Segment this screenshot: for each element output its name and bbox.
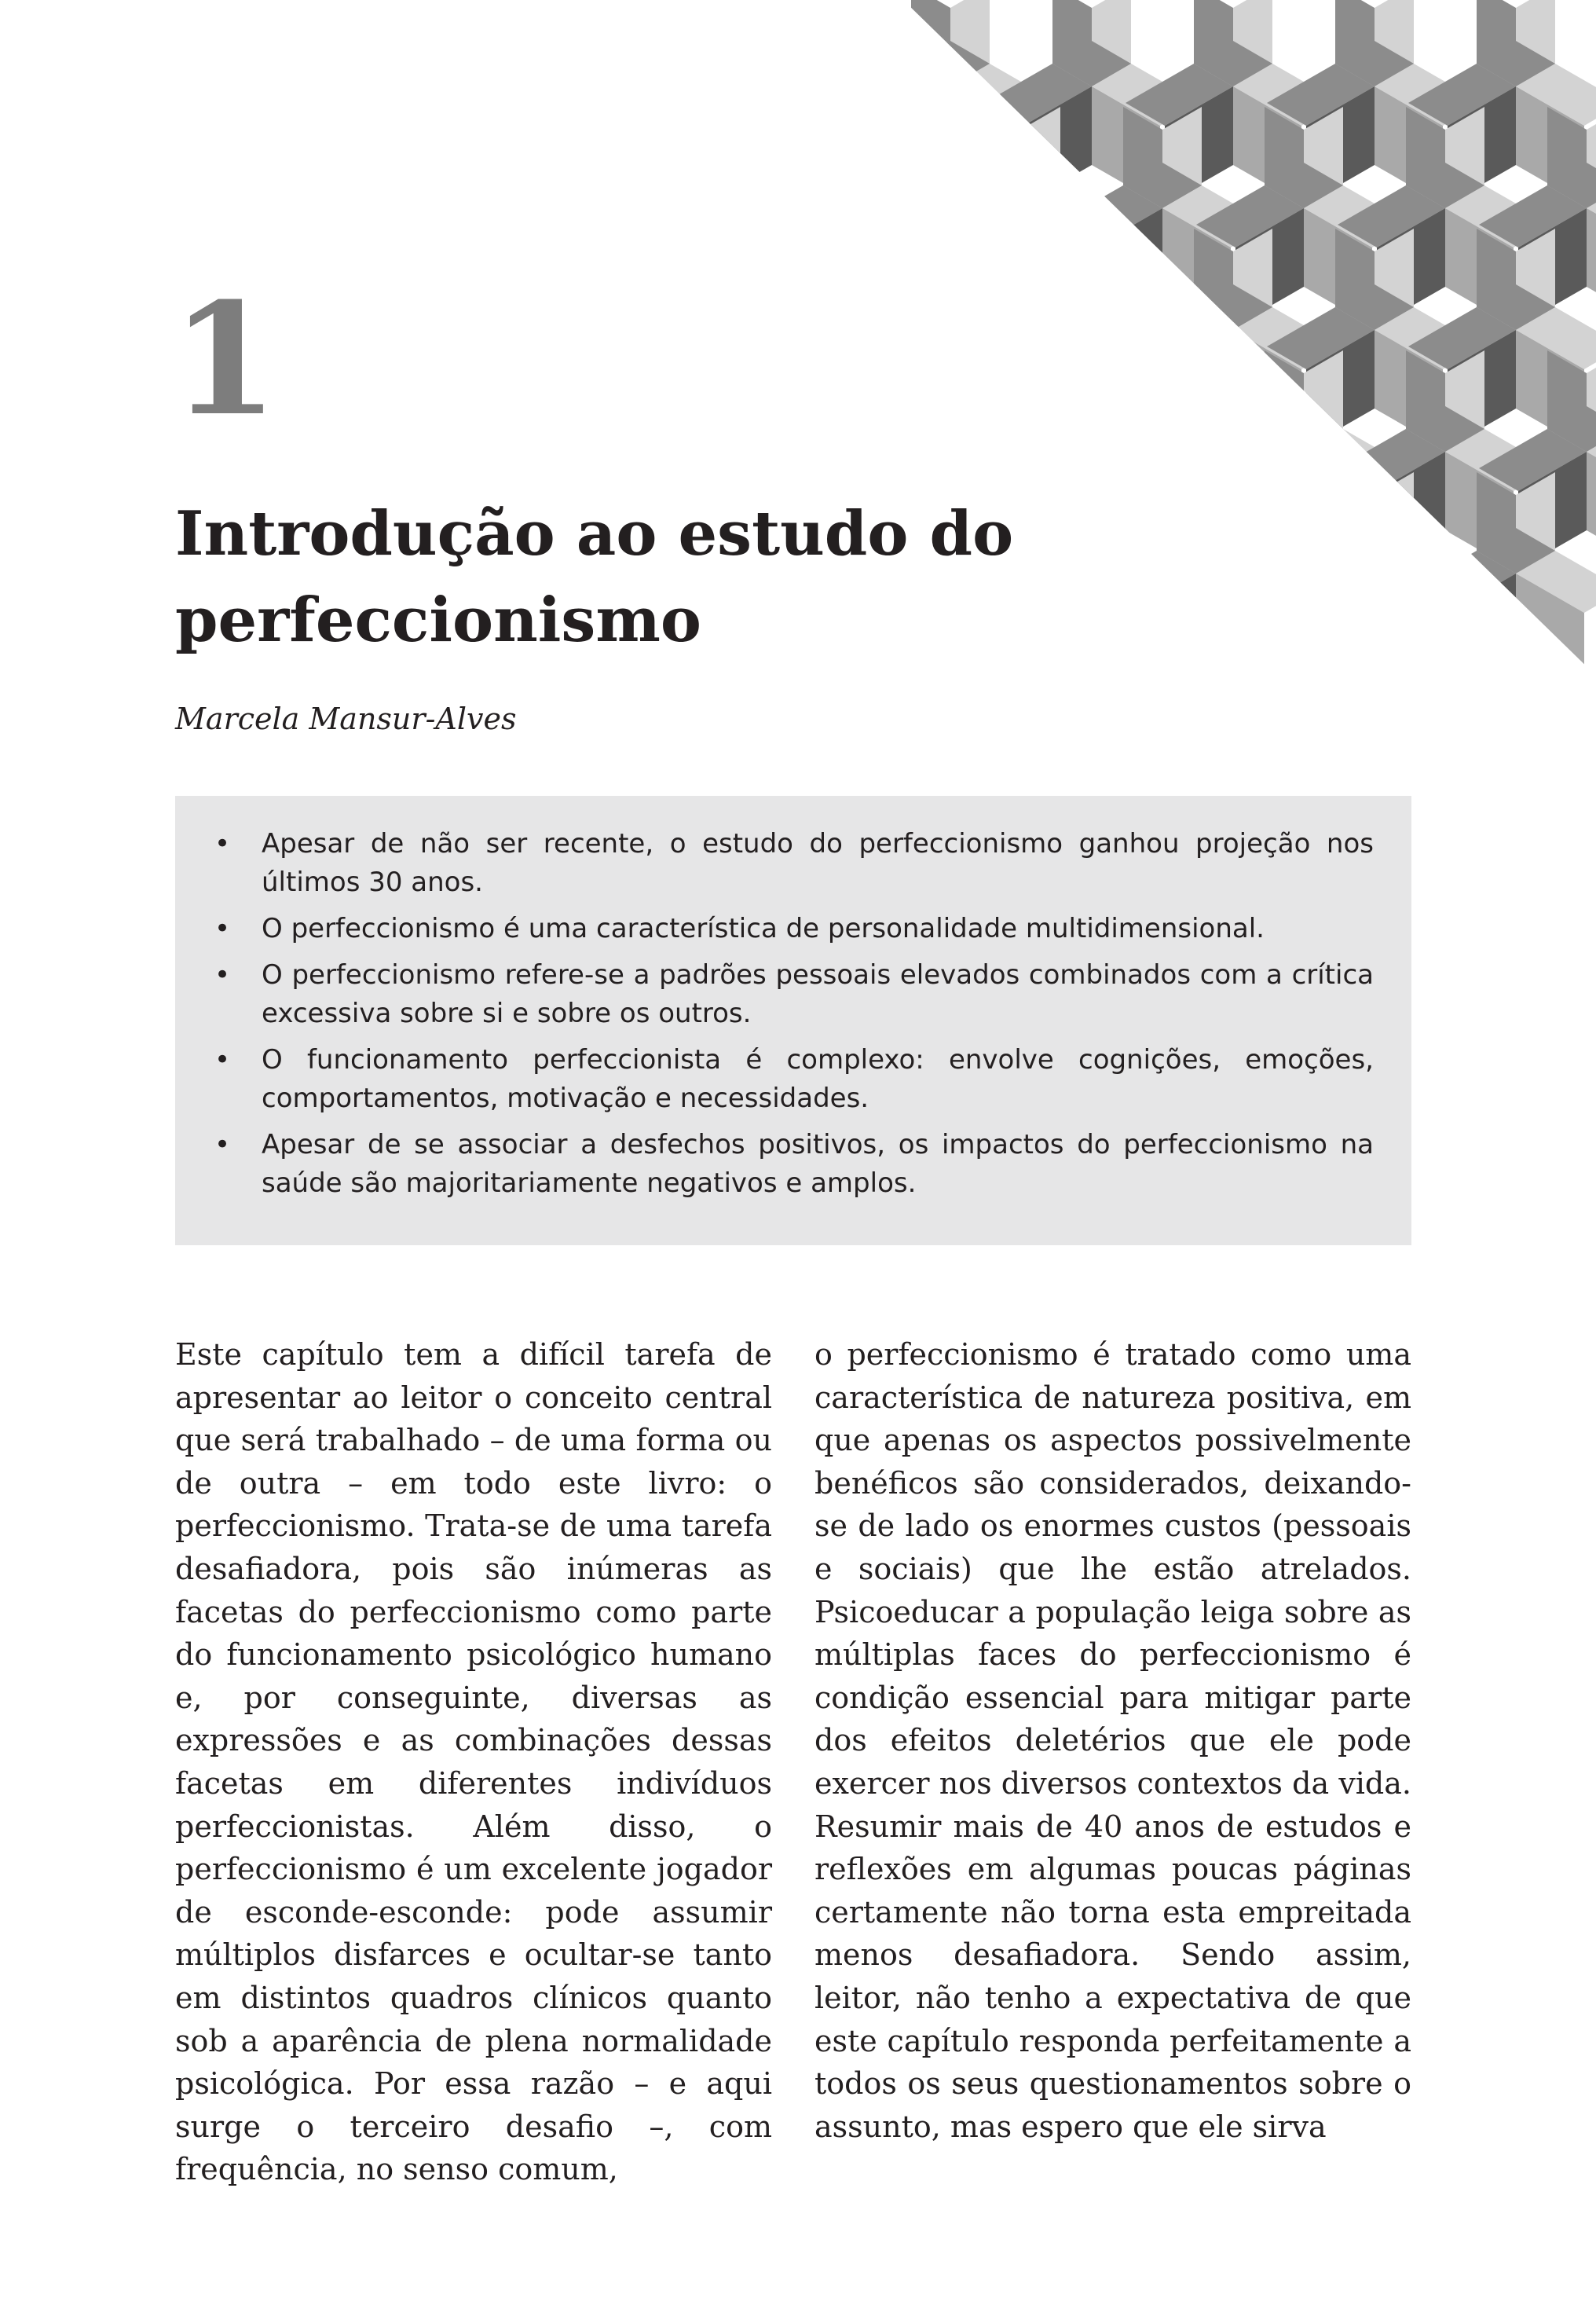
summary-item-text: O perfeccionismo refere-se a padrões pessoais elevados combinados com a crítica excessiva sobre si e sobre os outros. <box>262 959 1374 1029</box>
chapter-summary-box <box>175 796 1411 1245</box>
summary-item <box>214 825 1374 902</box>
chapter-author: Marcela Mansur-Alves <box>175 702 517 736</box>
bullet-icon: • <box>214 1044 231 1076</box>
body-paragraph: o perfeccionismo é tratado como uma característica de natureza positiva, em que apenas os aspectos possivelmente benéficos são considerados, deixando-se de lado os enormes custos (pessoais e sociais) que lhe estão atrelados. Psicoeducar a população leiga sobre as múltiplas faces do perfeccionismo é condição essencial para mitigar parte dos efeitos deletérios que ele pode exercer nos diversos contextos da vida. Resumir mais de 40 anos de estudos e reflexões em algumas poucas páginas certamente não torna esta empreitada menos desafiadora. Sendo assim, leitor, não tenho a expectativa de que este capítulo responda perfeitamente a todos os seus questionamentos sobre o assunto, mas espero que ele sirva <box>814 1337 1411 2144</box>
bullet-icon: • <box>214 828 231 859</box>
body-paragraph: Este capítulo tem a difícil tarefa de apresentar ao leitor o conceito central que será trabalhado – de uma forma ou de outra – em todo este livro: o perfeccionismo. Trata-se de uma tarefa desafiadora, pois são inúmeras as facetas do perfeccionismo como parte do funcionamento psicológico humano e, por conseguinte, diversas as expressões e as combinações dessas facetas em diferentes indivíduos perfeccionistas. Além disso, o perfeccionismo é um excelente jogador de esconde-esconde: pode assumir múltiplos disfarces e ocultar-se tanto em distintos quadros clínicos quanto sob a aparência de plena normalidade psicológica. Por essa razão – e aqui surge o terceiro desafio –, com frequência, no senso comum, <box>175 1337 772 2187</box>
body-column-left <box>175 1333 772 2191</box>
summary-item <box>214 956 1374 1033</box>
summary-item <box>214 1126 1374 1203</box>
summary-item <box>214 910 1374 948</box>
summary-item-text: Apesar de não ser recente, o estudo do perfeccionismo ganhou projeção nos últimos 30 anos. <box>262 828 1374 898</box>
summary-item-text: O perfeccionismo é uma característica de personalidade multidimensional. <box>262 913 1265 944</box>
summary-item-text: Apesar de se associar a desfechos positivos, os impactos do perfeccionismo na saúde são majoritariamente negativos e amplos. <box>262 1129 1374 1199</box>
chapter-number: 1 <box>171 269 279 450</box>
bullet-icon: • <box>214 913 231 944</box>
chapter-title: Introdução ao estudo do perfeccionismo <box>175 498 1014 656</box>
bullet-icon: • <box>214 959 231 991</box>
summary-item-text: O funcionamento perfeccionista é complexo: envolve cognições, emoções, comportamentos, motivação e necessidades. <box>262 1044 1374 1114</box>
summary-list <box>214 825 1374 1203</box>
summary-item <box>214 1041 1374 1118</box>
bullet-icon: • <box>214 1129 231 1160</box>
body-column-right <box>814 1333 1411 2148</box>
